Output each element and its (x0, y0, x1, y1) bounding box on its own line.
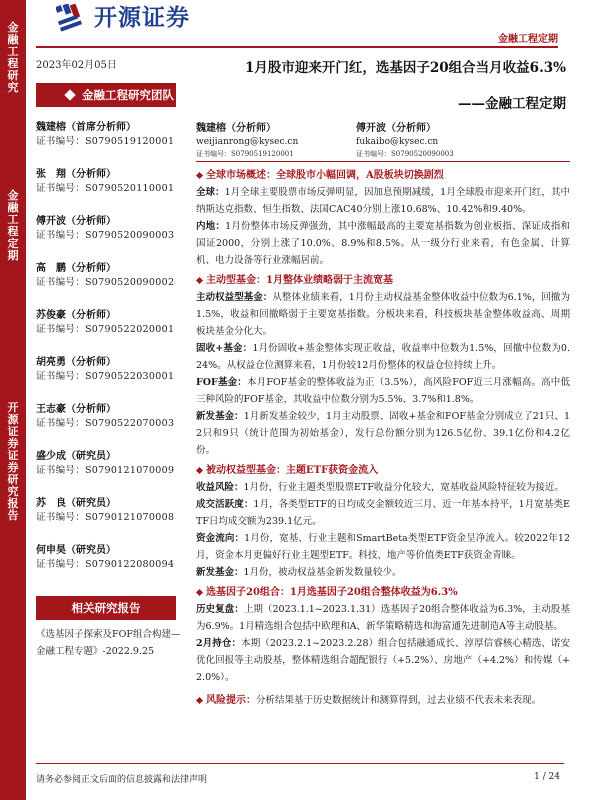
report-type-label: 金融工程定期 (498, 34, 558, 45)
section-heading-text: 主动型基金：1月整体业绩略弱于主流宽基 (206, 275, 393, 286)
analyst-entry (36, 450, 186, 478)
diamond-bullet-icon (196, 172, 203, 179)
analyst-entry (36, 309, 186, 337)
main-analyst-cert: 证书编号：S0790520090003 (356, 150, 454, 158)
section-heading (196, 272, 570, 289)
analyst-name: 高 鹏（分析师） (36, 263, 116, 274)
paragraph (196, 289, 570, 340)
paragraph-text: 本月FOF基金的整体收益为正（3.5%），高风险FOF近三月涨幅高。高中低三种风险的FOF基金，其收益中位数分别为5.5%、3.7%和1.8%。 (196, 377, 570, 405)
section-heading-text: 选基因子20组合：1月选基因子20组合整体收益为6.3% (206, 587, 458, 598)
analyst-entry (36, 544, 186, 572)
risk-warning-text: 分析结果基于历史数据统计和测算得到，过去业绩不代表未来表现。 (256, 695, 542, 706)
paragraph-text: 1月份，被动权益基金新发数量较少。 (243, 567, 402, 578)
analyst-entry (36, 497, 186, 525)
paragraph (196, 635, 570, 686)
paragraph (196, 408, 570, 459)
analyst-cert: 证书编号：S0790522020001 (36, 324, 175, 335)
paragraph-lead: 资金流向： (196, 533, 245, 544)
paragraph (196, 340, 570, 374)
paragraph (196, 601, 570, 635)
diamond-bullet-icon (196, 277, 203, 284)
section-heading (196, 584, 570, 601)
logo-mark-icon (56, 4, 86, 32)
analyst-entry (36, 403, 186, 431)
main-analyst-name: 魏建榕（分析师） (196, 123, 276, 134)
analyst-cert: 证书编号：S0790122080094 (36, 559, 175, 570)
paragraph-text: 1月全球主要股票市场反弹明显，因加息预期减缓，1月全球股市迎来开门红，其中纳斯达克指数、恒生指数、法国CAC40分别上涨10.68%、10.42%和9.40%。 (196, 187, 570, 215)
analyst-entry (36, 215, 186, 243)
main-analyst-email[interactable]: fukaibo@kysec.cn (356, 137, 439, 147)
analyst-cert: 证书编号：S0790522070003 (36, 418, 175, 429)
analyst-divider (196, 161, 570, 162)
analyst-cert: 证书编号：S0790520090002 (36, 277, 175, 288)
analyst-name: 胡亮勇（分析师） (36, 357, 116, 368)
report-subtitle: ——金融工程定期 (458, 96, 566, 112)
related-research-header: 相关研究报告 (36, 596, 176, 620)
paragraph (196, 184, 570, 218)
sidebar-vertical-text-top: 金融工程研究 (7, 21, 19, 94)
analyst-entry (36, 262, 186, 290)
risk-warning (196, 692, 570, 709)
analyst-name: 何申昊（研究员） (36, 545, 116, 556)
team-diamond-icon (64, 89, 75, 100)
paragraph-lead: 成交活跃度： (196, 499, 254, 510)
team-label: 金融工程研究团队 (82, 88, 174, 102)
analyst-cert: 证书编号：S0790520090003 (36, 230, 175, 241)
paragraph-lead: 固收+基金： (196, 343, 253, 354)
paragraph (196, 479, 570, 496)
footer-divider (36, 763, 564, 764)
analyst-name: 傅开波（分析师） (36, 216, 116, 227)
paragraph-lead: 主动权益型基金： (196, 292, 273, 303)
paragraph-text: 1月，各类型ETF的日均成交金额较近三月、近一年基本持平，1月宽基类ETF日均成交额为239.1亿元。 (196, 499, 570, 527)
section-heading-text: 全球市场概述：全球股市小幅回调，A股板块切换剧烈 (206, 170, 444, 181)
diamond-bullet-icon (196, 697, 203, 704)
paragraph-text: 上期（2023.1.1~2023.1.31）选基因子20组合整体收益为6.3%，主动股基为6.9%。1月精选组合包括中欧理和A、新华策略精选和海富通先进制造A等主动股基。 (196, 604, 570, 632)
main-analyst-entry (196, 122, 298, 159)
analyst-name: 魏建榕（首席分析师） (36, 122, 136, 133)
company-logo (56, 2, 236, 34)
paragraph (196, 496, 570, 530)
analyst-cert: 证书编号：S0790121070008 (36, 512, 175, 523)
paragraph (196, 374, 570, 408)
analyst-cert: 证书编号：S0790519120001 (36, 136, 175, 147)
paragraph-lead: 新发基金： (196, 567, 244, 578)
diamond-bullet-icon (196, 589, 203, 596)
analyst-cert: 证书编号：S0790520110001 (36, 183, 175, 194)
analyst-entry (36, 168, 186, 196)
paragraph-text: 从整体业绩来看，1月份主动权益基金整体收益中位数为6.1%，回撤为1.5%，收益和回撤略弱于主要宽基指数。分板块来看，科技板块基金整体收益高、周期板块基金分化大。 (196, 292, 570, 337)
sidebar-vertical-text-mid: 金融工程定期 (7, 189, 19, 262)
main-analyst-cert: 证书编号：S0790519120001 (196, 150, 294, 158)
paragraph-text: 1月份，宽基、行业主题和SmartBeta类型ETF资金呈净流入。较2022年12月，资金本月更偏好行业主题型ETF。科技、地产等价值类ETF获资金青睐。 (196, 533, 570, 561)
paragraph (196, 218, 570, 269)
related-report-link[interactable]: 《选基因子探索及FOF组合构建—金融工程专题》-2022.9.25 (36, 629, 181, 657)
paragraph-lead: 全球： (196, 187, 225, 198)
report-title: 1月股市迎来开门红，选基因子20组合当月收益6.3% (245, 60, 566, 76)
paragraph-lead: 2月持仓： (196, 638, 242, 649)
logo-text: 开源证券 (94, 5, 190, 31)
analyst-name: 盛少成（研究员） (36, 451, 116, 462)
analyst-name: 王志豪（分析师） (36, 404, 116, 415)
paragraph-lead: 收益风险： (196, 482, 244, 493)
footer-disclaimer: 请务必参阅正文后面的信息披露和法律声明 (36, 775, 208, 785)
section-heading (196, 167, 570, 184)
analyst-cert: 证书编号：S0790121070009 (36, 465, 175, 476)
analyst-entry (36, 121, 186, 149)
paragraph-lead: 内地： (196, 221, 226, 232)
paragraph-text: 1月新发基金较少，1月主动股票、固收+基金和FOF基金分别成立了21只、12只和9只（统计范围为初始基金），发行总份额分别为126.5亿份、39.1亿份和4.2亿份。 (196, 411, 570, 456)
header-divider (36, 46, 558, 48)
paragraph-text: 1月份，行业主题类型股票ETF收益分化较大，宽基收益风险特征较为接近。 (243, 482, 564, 493)
analyst-entry (36, 356, 186, 384)
main-analyst-entry (356, 122, 454, 159)
main-analyst-name: 傅开波（分析师） (356, 123, 436, 134)
team-header (36, 83, 176, 107)
page-number: 1 / 24 (534, 772, 560, 782)
report-date: 2023年02月05日 (36, 60, 117, 71)
main-analyst-email[interactable]: weijianrong@kysec.cn (196, 137, 299, 147)
left-sidebar-strip (0, 0, 26, 800)
paragraph-text: 本期（2023.2.1~2023.2.28）组合包括融通成长、淳厚信睿核心精选、诺安优化回报等主动股基，整体精选组合超配银行（+5.2%）、房地产（+4.2%）和传媒（+2.0%）。 (196, 638, 570, 683)
sidebar-vertical-text-bottom: 开源证券 证券研究报告 (7, 401, 19, 522)
analyst-name: 苏俊豪（分析师） (36, 310, 116, 321)
report-body (196, 167, 570, 709)
paragraph-text: 1月份整体市场反弹强劲，其中涨幅最高的主要宽基指数为创业板指、深证成指和国证2000，分别上涨了10.0%、8.9%和8.5%。从一级分行业来看，有色金属、计算机、电力设备等行业涨幅居前。 (196, 221, 570, 266)
paragraph (196, 564, 570, 581)
paragraph-lead: FOF基金： (196, 377, 247, 388)
paragraph-lead: 历史复盘： (196, 604, 244, 615)
paragraph (196, 530, 570, 564)
paragraph-lead: 新发基金： (196, 411, 244, 422)
analyst-name: 苏 良（研究员） (36, 498, 116, 509)
analyst-name: 张 翔（分析师） (36, 169, 116, 180)
section-heading-text: 风险提示： (206, 695, 256, 706)
diamond-bullet-icon (196, 467, 203, 474)
section-heading (196, 462, 570, 479)
analyst-cert: 证书编号：S0790522030001 (36, 371, 175, 382)
section-heading-text: 被动权益型基金：主题ETF获资金流入 (206, 465, 379, 476)
paragraph-text: 1月份固收+基金整体实现正收益，收益率中位数为1.5%，回撤中位数为0.24%。从权益仓位测算来看，1月份较12月份整体的权益仓位持续上升。 (196, 343, 570, 371)
